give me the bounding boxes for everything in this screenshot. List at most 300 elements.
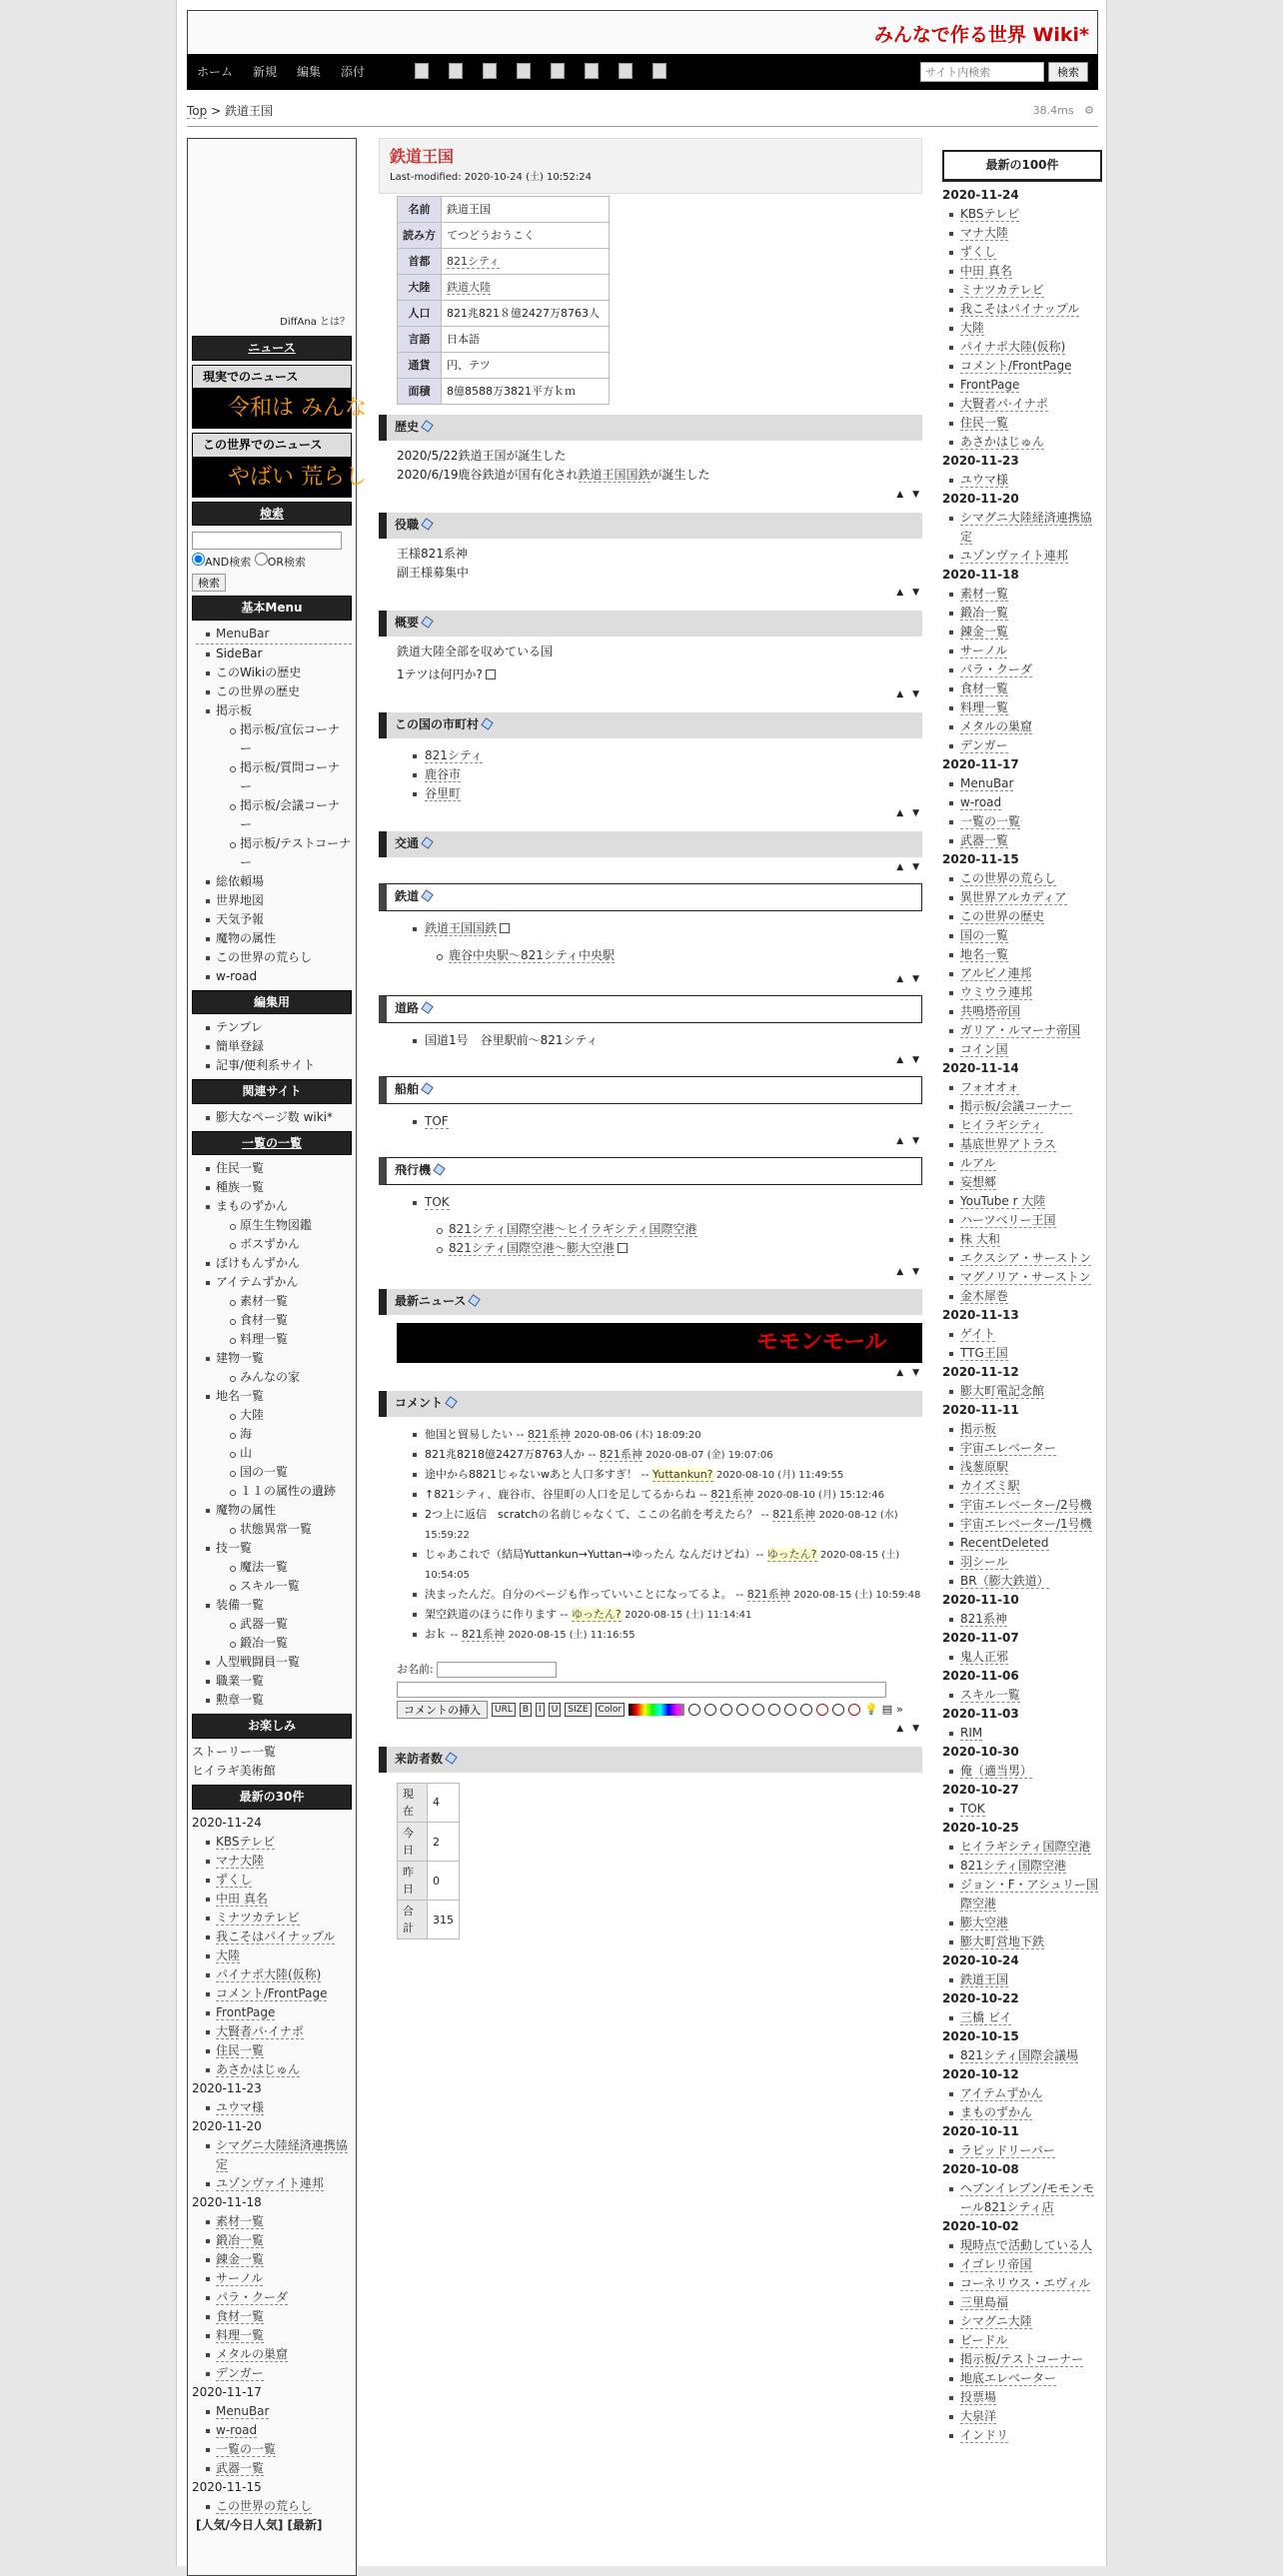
recent-item-link[interactable]: 食材一覧 [216,2308,265,2323]
recent-item[interactable] [942,1553,1102,1572]
recent-item[interactable] [942,2255,1102,2274]
comment-author[interactable]: 821系神 [710,1488,754,1502]
jump-arrows[interactable]: ▲ ▼ [896,1368,922,1379]
comment-author[interactable]: 821系神 [746,1588,790,1602]
ship-link[interactable]: TOF [411,1112,922,1131]
recent-item[interactable] [942,1268,1102,1287]
menu-item[interactable]: 掲示板/宣伝コーナー [220,720,352,758]
air-link[interactable]: TOK 821シティ国際空港～ヒイラギシティ国際空港 821シティ国際空港～膨大空港 [411,1193,922,1258]
recent-item-link[interactable]: 住民一覧 [960,415,1009,430]
menu-item[interactable]: 簡単登録 [196,1037,352,1056]
recent-item[interactable] [942,2046,1102,2065]
recent-item[interactable] [942,1420,1102,1439]
tear-icon[interactable] [800,1704,812,1716]
recent-item-link[interactable]: ずくし [960,244,997,259]
menu-item[interactable]: ぼけもんずかん [196,1254,352,1273]
recent-item-link[interactable]: 異世界アルカディア [960,889,1067,904]
recent-item[interactable] [196,2307,352,2326]
recent-item[interactable] [942,433,1102,452]
recent-item[interactable] [942,2407,1102,2426]
comment-author[interactable]: ゆったん? [766,1548,817,1562]
recent-item[interactable] [196,2250,352,2269]
menu-item[interactable]: SideBar [196,644,352,663]
edit-icon[interactable] [421,836,434,849]
recent-item-link[interactable]: インドリ [960,2427,1009,2442]
recent-item-link[interactable]: ガリア・ルマーナ帝国 [960,1022,1081,1037]
recent-item[interactable] [942,623,1102,642]
recent-item-link[interactable]: あさかはじゅん [216,2061,301,2076]
recent-item[interactable] [942,831,1102,850]
menu-item[interactable]: 種族一覧 [196,1178,352,1197]
recent-item[interactable] [942,2141,1102,2160]
latest-link[interactable]: 最新 [293,2517,318,2532]
recent-item[interactable] [942,736,1102,755]
recent-item[interactable] [942,1021,1102,1040]
menu-item[interactable]: 装備一覧 武器一覧 鍛冶一覧 [196,1596,352,1653]
recent-item-link[interactable]: 中田 真名 [960,263,1012,278]
recent-item[interactable] [942,243,1102,262]
recent-item-link[interactable]: 一覧の一覧 [960,813,1021,828]
recent-item-link[interactable]: TTG王国 [960,1345,1008,1360]
recent-item[interactable] [942,1686,1102,1705]
recent-item[interactable] [942,585,1102,604]
recent-item-link[interactable]: メタルの巣窟 [216,2346,289,2361]
search-header[interactable]: 検索 [192,502,352,527]
recent-item-link[interactable]: デンガー [960,737,1008,752]
recent-item-link[interactable]: 821系神 [960,1611,1007,1626]
recent-item[interactable] [942,224,1102,243]
recent-item-link[interactable]: FrontPage [216,2004,276,2019]
recent-item-link[interactable]: ルアル [960,1155,996,1170]
recent-item-link[interactable]: フォオオォ [960,1079,1019,1094]
recent-item[interactable] [942,812,1102,831]
recent-item-link[interactable]: 素材一覧 [960,586,1009,601]
recent-item-link[interactable]: 膨大空港 [960,1915,1009,1930]
recent-item-link[interactable]: 共鳴塔帝国 [960,1003,1021,1018]
jump-arrows[interactable]: ▲ ▼ [896,1723,922,1734]
page-title[interactable]: 鉄道王国 [390,147,455,166]
recent-item-link[interactable]: 食材一覧 [960,680,1009,695]
recent-item[interactable] [196,2041,352,2060]
menu-item[interactable]: 食材一覧 [220,1311,352,1330]
recent-item-link[interactable]: ヘブンイレブン/モモンモール821シティ店 [960,2180,1095,2214]
city-link[interactable]: 鹿谷市 [411,765,922,784]
recent-item-link[interactable]: 宇宙エレベーター/1号機 [960,1516,1092,1531]
recent-item[interactable] [942,1116,1102,1135]
menu-item[interactable]: スキル一覧 [220,1577,352,1596]
bigsmile-icon[interactable] [704,1704,716,1716]
jump-arrows[interactable]: ▲ ▼ [896,807,922,818]
recent-item[interactable] [942,1230,1102,1249]
gear-icon[interactable]: ⚙ [1084,104,1094,117]
recent-item-link[interactable]: この世界の荒らし [960,870,1057,885]
recent-item-link[interactable]: 鍛冶一覧 [216,2232,265,2247]
recent-item[interactable] [942,1173,1102,1192]
recent-item[interactable] [942,2426,1102,2445]
recent-item[interactable] [942,604,1102,623]
recent-item-link[interactable]: 大賢者パ·イナポ [216,2023,304,2038]
recent-item-link[interactable]: マグノリア・サーストン [960,1269,1091,1284]
recent-item-link[interactable]: 妄想郷 [960,1174,997,1189]
recent-item-link[interactable]: 掲示板/テストコーナー [960,2351,1084,2366]
recent-item-link[interactable]: FrontPage [960,377,1020,392]
site-search-input[interactable] [920,62,1044,82]
recent-item-link[interactable]: アルビノ連邦 [960,965,1032,980]
recent-item[interactable] [942,2312,1102,2331]
recent-item-link[interactable]: 鍛冶一覧 [960,605,1009,620]
menu-item[interactable]: この世界の荒らし [196,948,352,967]
menu-item[interactable]: この世界の歴史 [196,682,352,701]
recent-item-link[interactable]: エクスシア・サーストン [960,1250,1092,1265]
recent-item[interactable] [942,1458,1102,1477]
recent-item-link[interactable]: 国の一覧 [960,927,1009,942]
recent-item[interactable] [942,2274,1102,2293]
sidebar-search-input[interactable] [192,532,342,550]
menu-item[interactable]: 大陸 [220,1406,352,1425]
recent-item[interactable] [942,1002,1102,1021]
edit-icon[interactable] [421,518,434,531]
recent-item-link[interactable]: ウミウラ連邦 [960,984,1033,999]
copy-page-icon[interactable] [415,63,429,79]
rename-page-icon[interactable] [449,63,463,79]
jump-arrows[interactable]: ▲ ▼ [896,1266,922,1277]
recent-item-link[interactable]: パイナポ大陸(仮称) [216,1966,322,1981]
recent-item-link[interactable]: ヒイラギシティ [960,1117,1043,1132]
nav-home[interactable]: ホーム [197,65,234,79]
recent-item-link[interactable]: ユウマ様 [216,2099,265,2114]
recent-item-link[interactable]: ゲイト [960,1326,996,1341]
recent-item-link[interactable]: 三橋 ビイ [960,2009,1012,2024]
jump-arrows[interactable]: ▲ ▼ [896,1135,922,1146]
recent-item[interactable] [942,1078,1102,1097]
recent-item-link[interactable]: シマグニ大陸経済連携協定 [960,510,1092,544]
news-header[interactable]: ニュース [192,336,352,361]
menu-item[interactable]: このWikiの歴史 [196,663,352,682]
recent-item[interactable] [942,793,1102,812]
recent-item-link[interactable]: 武器一覧 [216,2460,265,2475]
recent-item-link[interactable]: マナ大陸 [216,1853,265,1868]
oh-icon[interactable] [736,1704,748,1716]
menu-item[interactable]: 状態異常一覧 [220,1520,352,1539]
recent-item[interactable] [942,281,1102,300]
recent-item-link[interactable]: コメント/FrontPage [216,1985,328,2000]
menu-item[interactable]: アイテムずかん 素材一覧 食材一覧 料理一覧 [196,1273,352,1349]
recent-item[interactable] [196,1946,352,1965]
recent-item-link[interactable]: ヒイラギシティ国際空港 [960,1839,1091,1854]
recent-item-link[interactable]: ずくし [216,1872,253,1887]
jump-arrows[interactable]: ▲ ▼ [896,1054,922,1065]
recent-item-link[interactable]: あさかはじゅん [960,434,1045,449]
recent-item[interactable] [196,2364,352,2383]
menu-item[interactable]: MenuBar [196,625,352,644]
recent-item[interactable] [942,1932,1102,1951]
edit-icon[interactable] [421,1001,434,1014]
recent-item[interactable] [942,414,1102,433]
recent-item-link[interactable]: パラ・クーダ [216,2289,289,2304]
recent-item-link[interactable]: シマグニ大陸 [960,2313,1032,2328]
menu-item[interactable]: 掲示板 掲示板/宣伝コーナー 掲示板/質問コーナー 掲示板/会議コーナー 掲示板/テストコーナー [196,701,352,872]
recent-item[interactable] [942,2008,1102,2027]
menu-item[interactable]: 魔法一覧 [220,1558,352,1577]
recent-item[interactable] [942,395,1102,414]
recent-item-link[interactable]: シマグニ大陸経済連携協定 [216,2137,348,2171]
recent-item-link[interactable]: 三里島福 [960,2294,1009,2309]
edit-icon[interactable] [421,420,434,433]
menu-item[interactable]: 地名一覧 大陸 海 山 国の一覧 １１の属性の遺跡 [196,1387,352,1501]
recent-item-link[interactable]: コイン国 [960,1041,1008,1056]
recent-item-link[interactable]: サーノル [216,2270,264,2285]
external-link-icon[interactable] [618,1243,628,1253]
recent-item[interactable] [196,2269,352,2288]
comment-submit-button[interactable]: コメントの挿入 [397,1701,488,1719]
recent-item[interactable] [942,262,1102,281]
and-search-radio[interactable] [192,553,205,566]
site-title[interactable]: みんなで作る世界 Wiki* [873,24,1089,46]
jump-arrows[interactable]: ▲ ▼ [896,490,922,500]
recent-item[interactable] [942,319,1102,338]
comment-author[interactable]: 821系神 [461,1628,505,1642]
huh-icon[interactable] [720,1704,732,1716]
recent-item-link[interactable]: RecentDeleted [960,1535,1049,1550]
edit-icon[interactable] [433,1163,446,1176]
recent-item[interactable] [196,1871,352,1890]
recent-item-link[interactable]: サーノル [960,643,1008,657]
recent-item-link[interactable]: MenuBar [960,775,1014,790]
recent-item-link[interactable]: 素材一覧 [216,2213,265,2228]
recent-item[interactable] [942,1857,1102,1876]
recent-item[interactable] [196,2022,352,2041]
help-icon[interactable] [652,63,666,79]
recent-item-link[interactable]: まものずかん [960,2104,1033,2119]
menu-item[interactable]: 鍛冶一覧 [220,1634,352,1653]
menu-item[interactable]: まものずかん 原生生物図鑑 ボスずかん [196,1197,352,1254]
menu-item[interactable]: みんなの家 [220,1368,352,1387]
menu-item[interactable]: 原生生物図鑑 [220,1216,352,1235]
recent-item-link[interactable]: 宇宙エレベーター [960,1440,1057,1455]
recent-item[interactable] [942,888,1102,907]
edit-icon[interactable] [421,889,434,902]
recent-item[interactable] [196,2288,352,2307]
recent-item[interactable] [942,205,1102,224]
menu-item[interactable]: 掲示板/テストコーナー [220,834,352,872]
recent-item[interactable] [942,1724,1102,1743]
recent-item-link[interactable]: 我こそはパイナップル [960,301,1080,316]
recent-item-link[interactable]: 料理一覧 [216,2327,265,2342]
menu-item[interactable]: 山 [220,1444,352,1463]
recent-item[interactable] [196,2003,352,2022]
recent-item-link[interactable]: 住民一覧 [216,2042,265,2057]
menu-item[interactable]: 総依頼場 [196,872,352,891]
recent-item[interactable] [942,907,1102,926]
recent-item-link[interactable]: ジョン・F・アシュリー国際空港 [960,1877,1098,1911]
recent-item-link[interactable]: イゴレリ帝国 [960,2256,1032,2271]
recent-item-link[interactable]: ビードル [960,2332,1008,2347]
edit-icon[interactable] [469,1295,482,1308]
recent-item-link[interactable]: 浅葱原駅 [960,1459,1009,1474]
external-link-icon[interactable] [486,669,496,679]
recent-item-link[interactable]: 821シティ国際会議場 [960,2047,1078,2062]
recent-item[interactable] [942,1838,1102,1857]
recent-item[interactable] [942,2331,1102,2350]
recent-item-link[interactable]: 大陸 [960,320,985,335]
recent-item[interactable] [942,2236,1102,2255]
recent-item[interactable] [942,357,1102,376]
recent-item[interactable] [196,2136,352,2174]
recent-item[interactable] [942,1382,1102,1401]
recent-item[interactable] [942,1572,1102,1591]
menu-item[interactable]: テンプレ [196,1018,352,1037]
bold-button[interactable]: B [520,1703,532,1717]
recent-item[interactable] [942,1496,1102,1515]
comment-text-input[interactable] [397,1682,886,1698]
recent-item[interactable] [942,1325,1102,1344]
recent-item-link[interactable]: 地名一覧 [960,946,1009,961]
recent-item[interactable] [942,2350,1102,2369]
recent-item[interactable] [196,2345,352,2364]
recent-item-link[interactable]: アイテムずかん [960,2085,1043,2100]
recent-item-link[interactable]: 膨大町電記念館 [960,1383,1045,1398]
recent-item[interactable] [942,2179,1102,2217]
recent-item[interactable] [196,2231,352,2250]
recent-item-link[interactable]: 821シティ国際空港 [960,1858,1066,1873]
recent-item[interactable] [942,1800,1102,1819]
recent-item-link[interactable]: ユゾンヴァイト連邦 [216,2175,324,2190]
more-icon[interactable]: » [896,1703,903,1717]
air-route[interactable]: 821シティ国際空港～膨大空港 [435,1239,922,1258]
recent-item[interactable] [196,2497,352,2516]
recent-item-link[interactable]: 武器一覧 [960,832,1009,847]
menu-item[interactable]: 世界地図 [196,891,352,910]
heart-icon[interactable] [816,1704,828,1716]
menu-item[interactable]: 武器一覧 [220,1615,352,1634]
diff-icon[interactable] [517,63,531,79]
recent-item-link[interactable]: 大泉洋 [960,2408,997,2423]
menu-item[interactable]: 建物一覧 みんなの家 [196,1349,352,1387]
city-link[interactable]: 谷里町 [411,784,922,803]
recent-item[interactable] [942,926,1102,945]
menu-item[interactable]: 掲示板/会議コーナー [220,796,352,834]
recent-item[interactable] [942,945,1102,964]
menu-item[interactable]: 勲章一覧 [196,1691,352,1710]
menu-item[interactable]: 魔物の属性 状態異常一覧 [196,1501,352,1539]
recent-item-link[interactable]: 宇宙エレベーター/2号機 [960,1497,1092,1512]
recent-item[interactable] [196,2098,352,2117]
menu-item[interactable]: 国の一覧 [220,1463,352,1482]
recent-item[interactable] [942,1344,1102,1363]
recent-item[interactable] [942,2084,1102,2103]
recent-item-link[interactable]: スキル一覧 [960,1687,1020,1702]
jump-arrows[interactable]: ▲ ▼ [896,973,922,984]
recent-item-link[interactable]: 基底世界アトラス [960,1136,1056,1151]
recent-item-link[interactable]: 掲示板 [960,1421,997,1436]
recent-item[interactable] [942,1040,1102,1059]
recent-item[interactable] [942,1534,1102,1553]
recent-item-link[interactable]: 一覧の一覧 [216,2441,277,2456]
recent-item[interactable] [942,1135,1102,1154]
recent-item[interactable] [942,2103,1102,2122]
nav-edit[interactable]: 編集 [297,65,322,79]
recent-item[interactable] [196,1965,352,1984]
color-button[interactable]: Color [596,1703,626,1717]
recent-item-link[interactable]: この世界の荒らし [216,2498,313,2513]
recent-item[interactable] [942,1515,1102,1534]
recent-item[interactable] [196,2212,352,2231]
recent-item-link[interactable]: 我こそはパイナップル [216,1929,336,1943]
recent-item[interactable] [942,509,1102,547]
recent-item-link[interactable]: 料理一覧 [960,699,1009,714]
recent-item[interactable] [196,2326,352,2345]
breadcrumb-top[interactable]: Top [187,104,208,118]
recent-item-link[interactable]: この世界の歴史 [960,908,1045,923]
sidebar-search-button[interactable]: 検索 [192,574,226,592]
recent-item-link[interactable]: コーネリウス・エヴィル [960,2275,1091,2290]
recent-item-link[interactable]: 株 大和 [960,1231,1000,1246]
recent-item[interactable] [942,1648,1102,1667]
recent-changes-icon[interactable] [619,63,633,79]
external-link-icon[interactable] [500,923,510,933]
recent-item-link[interactable]: 鬼人正邪 [960,1649,1009,1664]
recent-item[interactable] [942,1762,1102,1781]
recent-item[interactable] [942,1914,1102,1932]
jump-arrows[interactable]: ▲ ▼ [896,688,922,699]
edit-icon[interactable] [421,1082,434,1095]
recent-item[interactable] [942,1097,1102,1116]
recent-item[interactable] [942,869,1102,888]
recent-item[interactable] [196,2421,352,2440]
recent-item-link[interactable]: 現時点で活動している人 [960,2237,1093,2252]
menu-item[interactable]: １１の属性の遺跡 [220,1482,352,1501]
recent-item[interactable] [196,2402,352,2421]
recent-item[interactable] [196,1890,352,1909]
size-button[interactable]: SIZE [565,1703,591,1717]
recent-item[interactable] [942,2369,1102,2388]
recent-item[interactable] [196,1984,352,2003]
recent-item[interactable] [942,1439,1102,1458]
menu-item[interactable]: 天気予報 [196,910,352,929]
recent-item-link[interactable]: 膨大町営地下鉄 [960,1933,1045,1948]
recent-item[interactable] [942,679,1102,698]
recent-item[interactable] [942,1610,1102,1629]
recent-item[interactable] [942,1192,1102,1211]
menu-item[interactable]: ボスずかん [220,1235,352,1254]
recent-item[interactable] [942,1211,1102,1230]
recent-item-link[interactable]: 羽シール [960,1554,1008,1569]
menu-item[interactable]: 住民一覧 [196,1159,352,1178]
recent-item-link[interactable]: 錬金一覧 [216,2251,265,2266]
stop-icon[interactable] [848,1704,860,1716]
underline-button[interactable]: U [549,1703,562,1717]
edit-icon[interactable] [421,616,434,629]
recent-item-link[interactable]: パラ・クーダ [960,661,1033,676]
fun-link[interactable]: ヒイラギ美術館 [192,1764,276,1779]
recent-item-link[interactable]: 俺（適当男） [960,1763,1033,1778]
menu-item[interactable]: 職業一覧 [196,1672,352,1691]
fun-link[interactable]: ストーリー一覧 [192,1745,277,1760]
backup-icon[interactable] [551,63,565,79]
jump-arrows[interactable]: ▲ ▼ [896,587,922,598]
recent-item[interactable] [942,774,1102,793]
menu-item[interactable]: 掲示板/質問コーナー [220,758,352,796]
recent-item-link[interactable]: カイズミ駅 [960,1478,1020,1493]
recent-item[interactable] [196,1833,352,1852]
recent-item-link[interactable]: コメント/FrontPage [960,358,1072,373]
color-palette[interactable] [629,1704,684,1716]
recent-item-link[interactable]: ミナツカテレビ [216,1910,300,1925]
recent-item[interactable] [196,1852,352,1871]
air-route[interactable]: 821シティ国際空港～ヒイラギシティ国際空港 [435,1220,922,1239]
menu-item[interactable]: 海 [220,1425,352,1444]
recent-item[interactable] [942,2293,1102,2312]
